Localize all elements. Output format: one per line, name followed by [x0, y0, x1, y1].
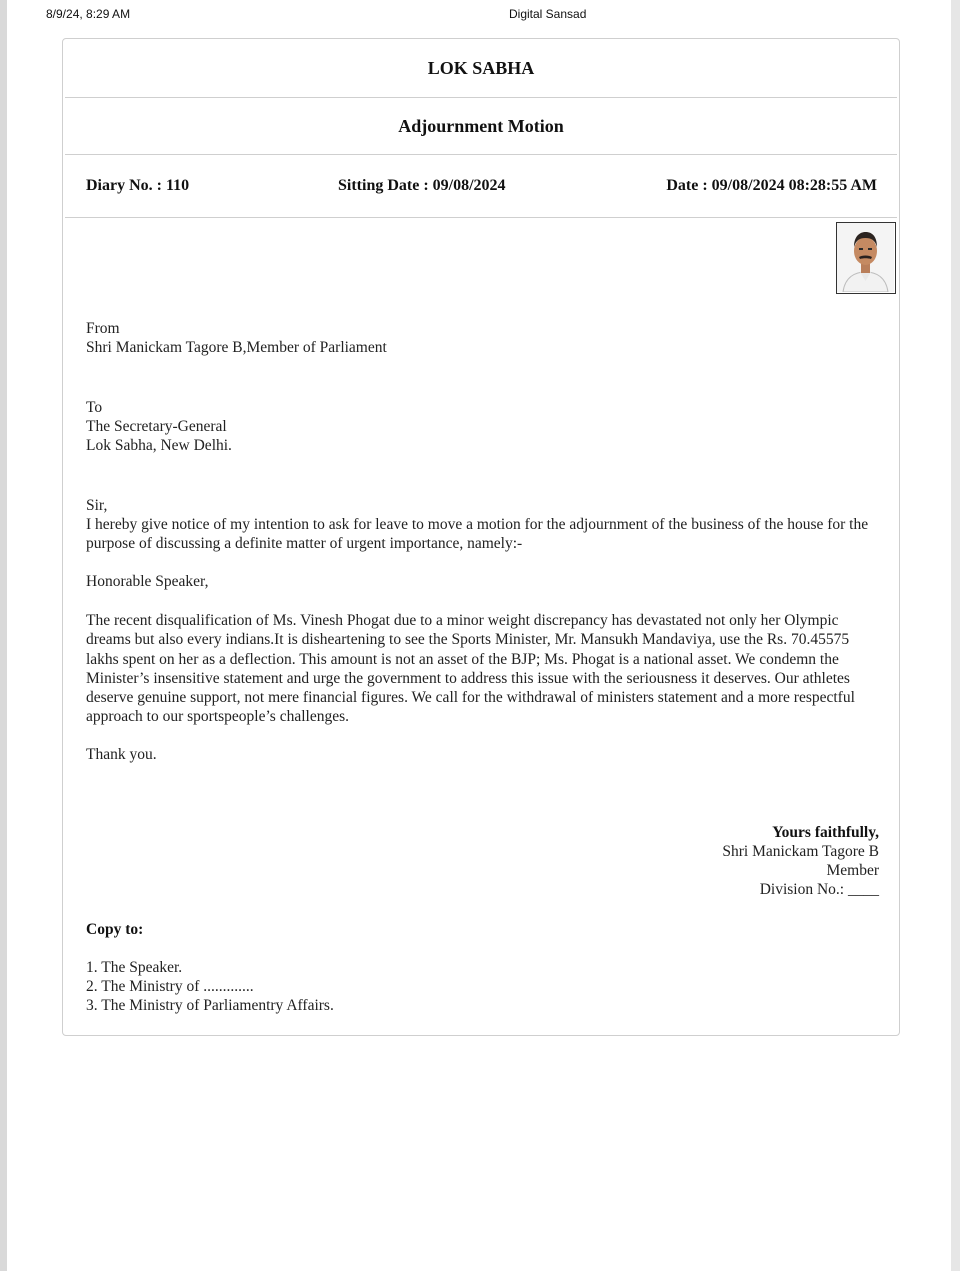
- notice-paragraph: I hereby give notice of my intention to ask for leave to move a motion for the adjournment of the business of the house for the purpose of discussing a definite matter of urgent importance, namely:-: [86, 516, 869, 553]
- print-site-title: Digital Sansad: [509, 7, 587, 21]
- sitting-date: Sitting Date : 09/08/2024: [338, 177, 506, 194]
- page-right-edge: [951, 0, 960, 1271]
- copy-to-item: 1. The Speaker.: [86, 959, 183, 976]
- to-label: To: [86, 399, 103, 416]
- greeting: Honorable Speaker,: [86, 573, 209, 590]
- motion-body: The recent disqualification of Ms. Vinesh Phogat due to a minor weight discrepancy has devastated not only her Olympic dreams but also every indians.It is disheartening to see the Sports Minister, Mr. Mansukh Mandaviya, use the Rs. 70.45575 lakhs spent on her as a deflection. This amount is not an asset of the BJP; Ms. Phogat is a national asset. We condemn the Minister’s insensitive statement and urge the government to address this issue with the seriousness it deserves. Our athletes deserve genuine support, not mere financial figures. We call for the withdrawal of ministers statement and a more respectful approach to our sportspeople’s challenges.: [86, 612, 855, 726]
- to-address: Lok Sabha, New Delhi.: [86, 437, 232, 454]
- salutation: Sir,: [86, 497, 108, 514]
- submission-date: Date : 09/08/2024 08:28:55 AM: [666, 177, 877, 194]
- copy-to-label: Copy to:: [86, 921, 144, 938]
- closing: Yours faithfully,: [772, 824, 879, 841]
- to-recipient: The Secretary-General: [86, 418, 227, 435]
- house-title: LOK SABHA: [427, 58, 535, 78]
- copy-to-item: 3. The Ministry of Parliamentry Affairs.: [86, 997, 334, 1014]
- signatory-name: Shri Manickam Tagore B: [722, 843, 879, 860]
- division-number: Division No.: ____: [759, 881, 879, 898]
- from-name: Shri Manickam Tagore B,Member of Parliament: [86, 339, 387, 356]
- motion-type-title: Adjournment Motion: [398, 116, 564, 136]
- divider: [65, 154, 897, 155]
- from-label: From: [86, 320, 120, 337]
- signatory-designation: Member: [826, 862, 879, 879]
- diary-number: Diary No. : 110: [86, 177, 190, 194]
- divider: [65, 217, 897, 218]
- print-timestamp: 8/9/24, 8:29 AM: [46, 7, 131, 21]
- divider: [65, 97, 897, 98]
- motion-card: [62, 38, 900, 1036]
- member-photo: [836, 222, 896, 294]
- page-left-edge: [0, 0, 7, 1271]
- copy-to-item: 2. The Ministry of .............: [86, 978, 254, 995]
- thanks: Thank you.: [86, 746, 157, 763]
- member-portrait-icon: [837, 223, 894, 292]
